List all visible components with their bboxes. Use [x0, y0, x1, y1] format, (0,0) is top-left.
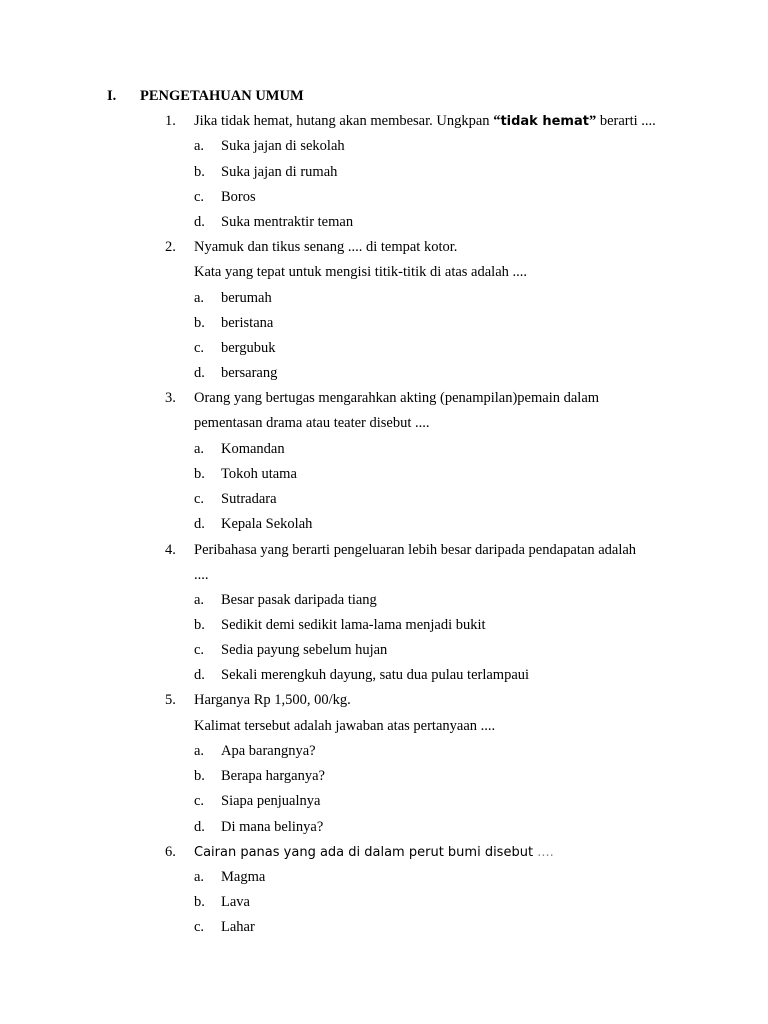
option-text: beristana — [221, 315, 274, 331]
option-text: Kepala Sekolah — [221, 516, 313, 532]
option-text: Boros — [221, 189, 256, 205]
option-letter: a. — [194, 138, 205, 154]
question-2-number: 2. — [165, 239, 176, 255]
section-title: PENGETAHUAN UMUM — [140, 88, 304, 104]
option-text: Sutradara — [221, 491, 277, 507]
question-1-text-before: Jika tidak hemat, hutang akan membesar. Ungkpan — [194, 113, 494, 129]
option-text: Suka jajan di rumah — [221, 164, 338, 180]
option-letter: a. — [194, 290, 205, 306]
option-letter: a. — [194, 743, 205, 759]
option-text: berumah — [221, 290, 272, 306]
option-letter: b. — [194, 466, 205, 482]
option-letter: d. — [194, 365, 205, 381]
option-text: Tokoh utama — [221, 466, 297, 482]
option-letter: a. — [194, 592, 205, 608]
question-4-line-2: .... — [194, 567, 209, 583]
option-text: Komandan — [221, 441, 285, 457]
option-letter: c. — [194, 189, 205, 205]
option-letter: a. — [194, 441, 205, 457]
option-letter: c. — [194, 919, 205, 935]
option-letter: d. — [194, 819, 205, 835]
option-letter: d. — [194, 214, 205, 230]
question-1-text — [194, 112, 656, 131]
question-6-text — [194, 843, 554, 862]
question-1-number: 1. — [165, 113, 176, 129]
question-4-line-1: Peribahasa yang berarti pengeluaran lebih besar daripada pendapatan adalah — [194, 542, 637, 558]
option-letter: b. — [194, 315, 205, 331]
option-text: Sedikit demi sedikit lama-lama menjadi bukit — [221, 617, 486, 633]
section-number: I. — [107, 88, 117, 104]
option-text: Magma — [221, 869, 266, 885]
question-6-dots: .... — [537, 845, 554, 860]
option-text: bergubuk — [221, 340, 276, 356]
question-1-text-after: berarti .... — [596, 113, 656, 129]
option-text: Apa barangnya? — [221, 743, 316, 759]
question-2-line-1: Nyamuk dan tikus senang .... di tempat kotor. — [194, 239, 458, 255]
option-text: Siapa penjualnya — [221, 793, 321, 809]
question-6-number: 6. — [165, 844, 176, 860]
question-5-line-1: Harganya Rp 1,500, 00/kg. — [194, 692, 351, 708]
option-letter: b. — [194, 768, 205, 784]
option-letter: d. — [194, 667, 205, 683]
option-letter: c. — [194, 793, 205, 809]
option-letter: b. — [194, 164, 205, 180]
question-3-number: 3. — [165, 390, 176, 406]
option-letter: b. — [194, 894, 205, 910]
option-text: bersarang — [221, 365, 278, 381]
option-text: Lava — [221, 894, 250, 910]
question-1-quote-close: ” — [588, 113, 597, 129]
question-5-line-2: Kalimat tersebut adalah jawaban atas pertanyaan .... — [194, 718, 496, 734]
option-text: Lahar — [221, 919, 255, 935]
option-text: Di mana belinya? — [221, 819, 324, 835]
option-text: Suka jajan di sekolah — [221, 138, 345, 154]
option-letter: b. — [194, 617, 205, 633]
option-text: Sedia payung sebelum hujan — [221, 642, 388, 658]
question-1-quote-open: “ — [493, 113, 501, 129]
question-5-number: 5. — [165, 692, 176, 708]
option-text: Sekali merengkuh dayung, satu dua pulau terlampaui — [221, 667, 530, 683]
option-letter: c. — [194, 491, 205, 507]
question-3-line-2: pementasan drama atau teater disebut .... — [194, 415, 430, 431]
question-2-line-2: Kata yang tepat untuk mengisi titik-titik di atas adalah .... — [194, 264, 528, 280]
question-1-emphasis: tidak hemat — [500, 114, 589, 129]
question-4-number: 4. — [165, 542, 176, 558]
question-6-text-body: Cairan panas yang ada di dalam perut bumi disebut — [194, 845, 538, 860]
option-letter: c. — [194, 340, 205, 356]
option-letter: c. — [194, 642, 205, 658]
option-text: Besar pasak daripada tiang — [221, 592, 377, 608]
option-text: Berapa harganya? — [221, 768, 325, 784]
option-letter: a. — [194, 869, 205, 885]
question-3-line-1: Orang yang bertugas mengarahkan akting (penampilan)pemain dalam — [194, 390, 600, 406]
option-text: Suka mentraktir teman — [221, 214, 354, 230]
option-letter: d. — [194, 516, 205, 532]
